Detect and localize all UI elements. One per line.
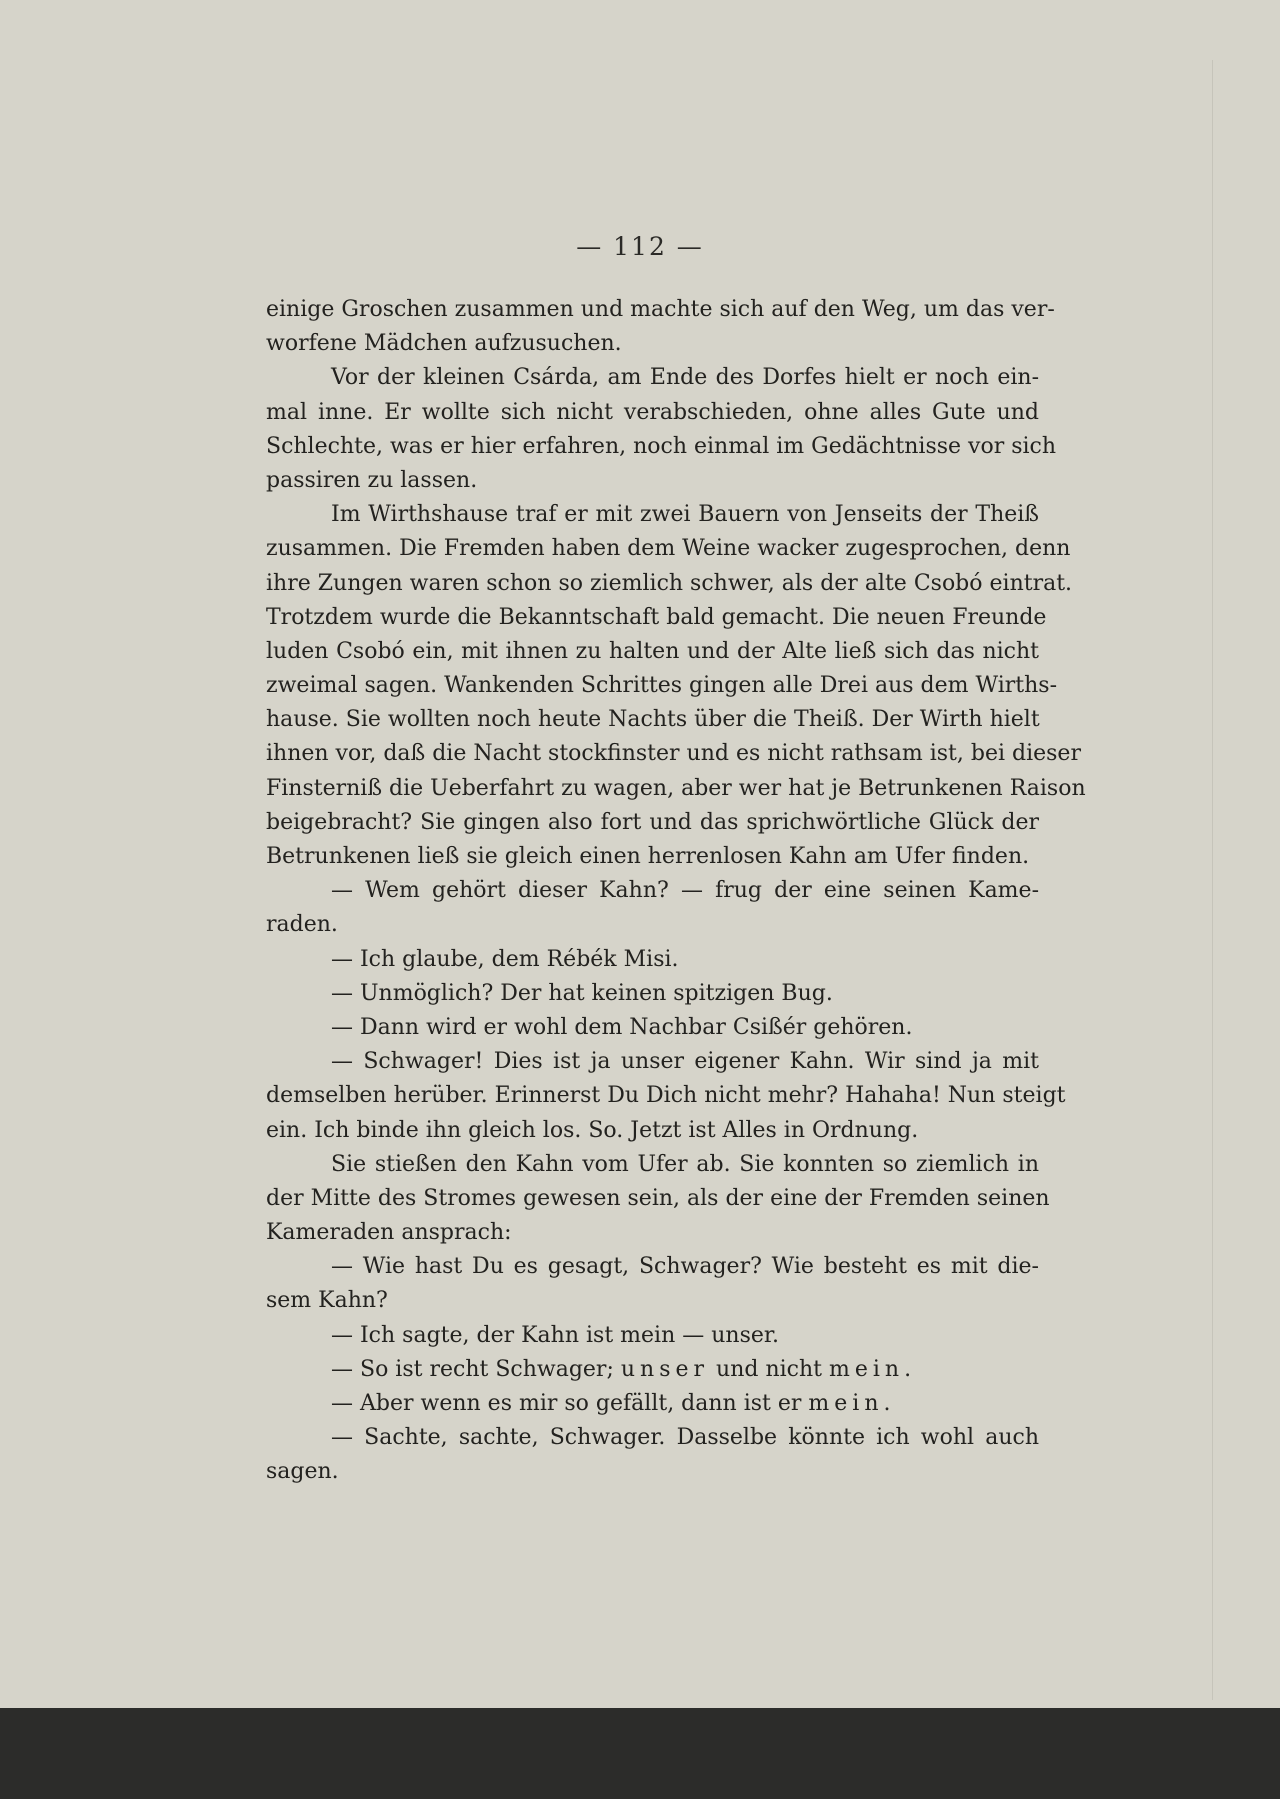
text-run: — So ist recht Schwager; [331, 1356, 621, 1382]
text-line: ein. Ich binde ihn gleich los. So. Jetzt ist Alles in Ordnung. [266, 1117, 919, 1143]
text-line: — Unmöglich? Der hat keinen spitzigen Bug. [331, 980, 833, 1006]
text-line: — Schwager! Dies ist ja unser eigener Kahn. Wir sind ja mit [331, 1049, 1039, 1075]
text-line: — Dann wird er wohl dem Nachbar Csißér gehören. [331, 1014, 913, 1040]
text-line [266, 1387, 1039, 1421]
emphasis-spaced: mein [828, 1356, 905, 1382]
text-run: . [904, 1356, 912, 1382]
text-line: — Ich sagte, der Kahn ist mein — unser. [331, 1322, 779, 1348]
text-run: — Aber wenn es mir so gefällt, dann ist er [331, 1391, 809, 1416]
text-line: demselben herüber. Erinnerst Du Dich nicht mehr? Hahaha! Nun steigt [266, 1083, 1066, 1109]
text-line: — Ich glaube, dem Rébék Misi. [331, 946, 679, 972]
text-line: sagen. [266, 1459, 339, 1485]
emphasis-spaced: mein [808, 1391, 884, 1416]
scan-background-edge [0, 1708, 1280, 1799]
text-line: luden Csobó ein, mit ihnen zu halten und der Alte ließ sich das nicht [266, 638, 1039, 664]
body-text [266, 293, 1086, 1490]
text-line: zusammen. Die Fremden haben dem Weine wacker zugesprochen, denn [266, 536, 1071, 562]
text-line: Vor der kleinen Csárda, am Ende des Dorfes hielt er noch ein- [331, 365, 1039, 391]
text-line: einige Groschen zusammen und machte sich auf den Weg, um das ver- [266, 297, 1055, 322]
text-line: — Wie hast Du es gesagt, Schwager? Wie besteht es mit die- [331, 1254, 1039, 1280]
text-line: ihre Zungen waren schon so ziemlich schwer, als der alte Csobó eintrat. [266, 570, 1073, 596]
text-line: passiren zu lassen. [266, 467, 478, 493]
text-run: . [883, 1391, 891, 1416]
text-line: Betrunkenen ließ sie gleich einen herrenlosen Kahn am Ufer finden. [266, 844, 1030, 869]
text-line: zweimal sagen. Wankenden Schrittes gingen alle Drei aus dem Wirths- [266, 673, 1058, 699]
text-line: — Wem gehört dieser Kahn? — frug der eine seinen Kame- [331, 878, 1039, 904]
text-line: Schlechte, was er hier erfahren, noch einmal im Gedächtnisse vor sich [266, 433, 1057, 459]
text-line: Finsterniß die Ueberfahrt zu wagen, aber wer hat je Betrunkenen Raison [266, 775, 1086, 801]
text-line: Kameraden ansprach: [266, 1220, 512, 1246]
text-line: Trotzdem wurde die Bekanntschaft bald gemacht. Die neuen Freunde [266, 604, 1047, 630]
text-line: raden. [266, 912, 338, 938]
paper-fold-line [1212, 60, 1213, 1700]
text-line: mal inne. Er wollte sich nicht verabschieden, ohne alles Gute und [266, 399, 1039, 425]
text-line: — Sachte, sachte, Schwager. Dasselbe könnte ich wohl auch [331, 1425, 1039, 1451]
page-number: — 112 — [576, 232, 704, 261]
text-run: und nicht [709, 1356, 829, 1382]
text-line: der Mitte des Stromes gewesen sein, als der eine der Fremden seinen [266, 1185, 1050, 1211]
text-line [266, 1353, 1039, 1387]
text-line: hause. Sie wollten noch heute Nachts über die Theiß. Der Wirth hielt [266, 707, 1040, 733]
emphasis-spaced: unser [620, 1356, 710, 1382]
text-line: worfene Mädchen aufzusuchen. [266, 331, 622, 357]
text-line: Im Wirthshause traf er mit zwei Bauern von Jenseits der Theiß [331, 502, 1039, 528]
text-line: ihnen vor, daß die Nacht stockfinster und es nicht rathsam ist, bei dieser [266, 741, 1081, 767]
text-line: sem Kahn? [266, 1288, 388, 1314]
text-line: Sie stießen den Kahn vom Ufer ab. Sie konnten so ziemlich in [331, 1151, 1039, 1177]
text-line: beigebracht? Sie gingen also fort und das sprichwörtliche Glück der [266, 809, 1039, 835]
